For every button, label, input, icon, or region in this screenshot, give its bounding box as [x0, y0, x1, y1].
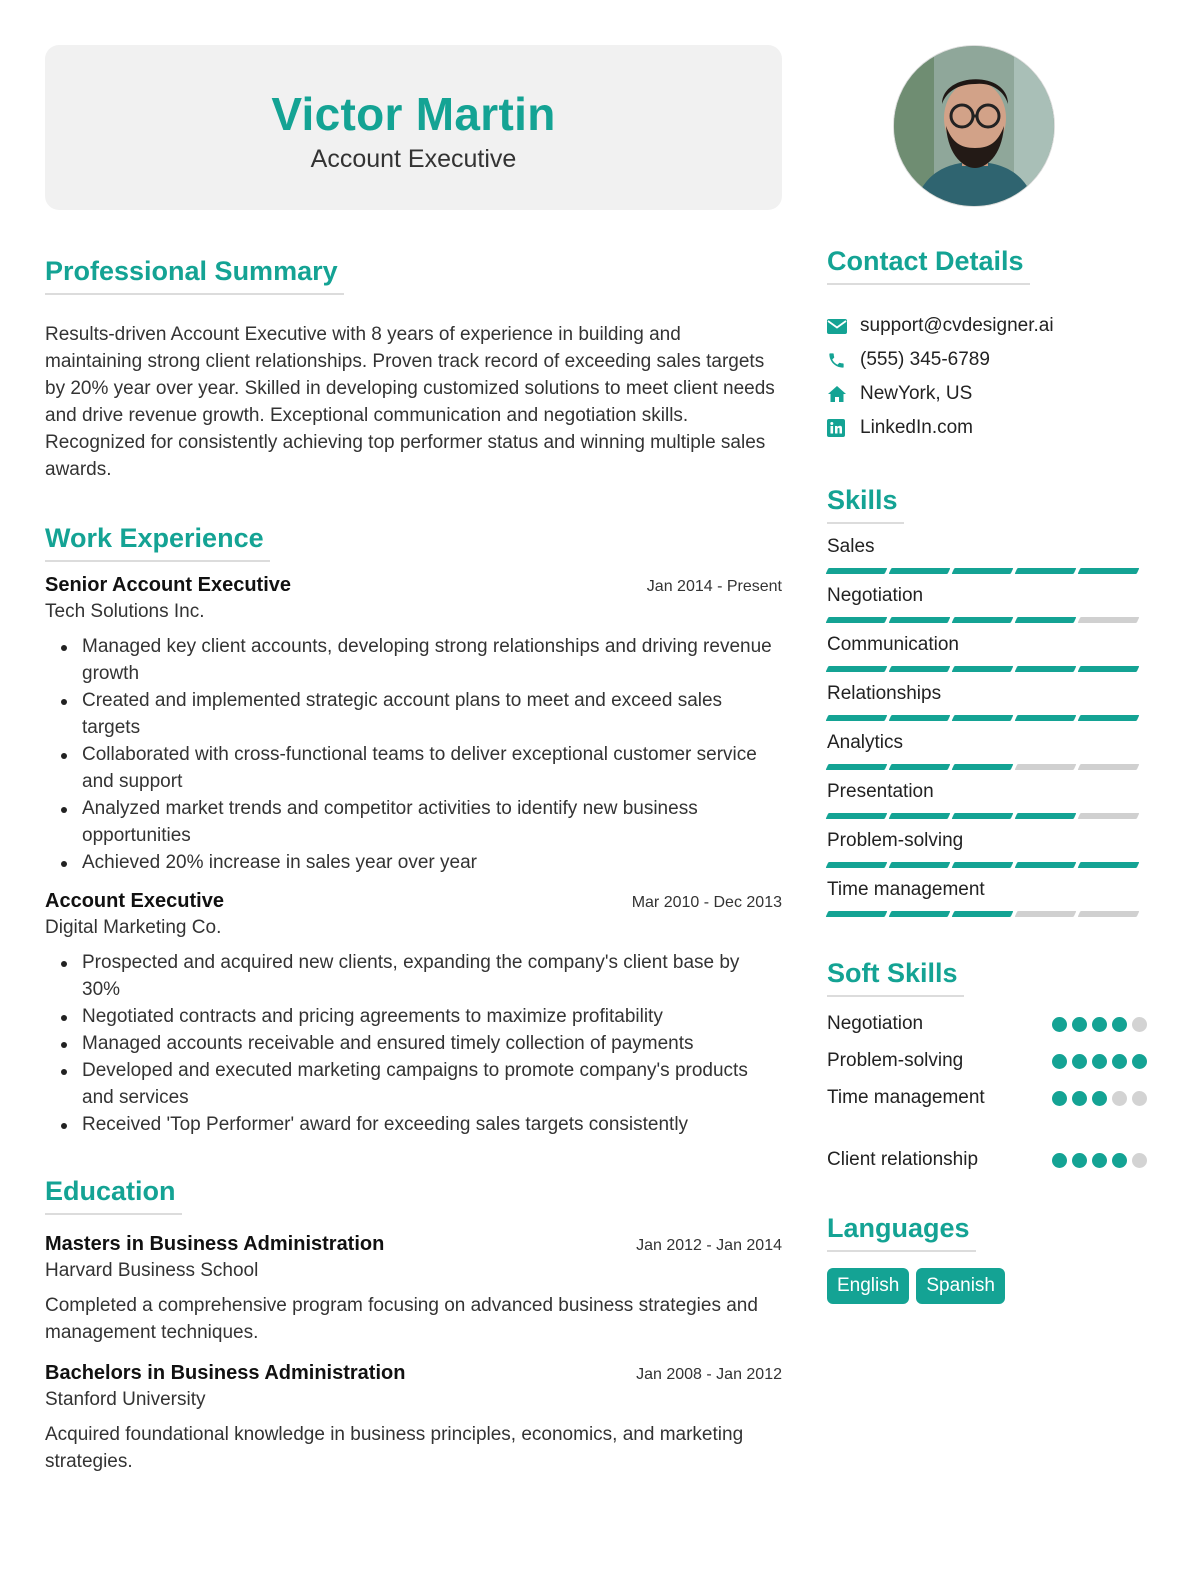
skill-name: Time management — [827, 879, 985, 900]
skill-item — [827, 879, 1147, 928]
skill-level-segment — [889, 911, 951, 917]
job-title: Account Executive — [45, 890, 224, 912]
contact-email[interactable] — [827, 309, 1147, 343]
skill-level-segment — [889, 764, 951, 770]
skill-level-bar — [827, 715, 1147, 721]
skill-level-segment — [826, 813, 888, 819]
rating-dot — [1112, 1091, 1127, 1106]
skill-item — [827, 781, 1147, 830]
skill-level-segment — [1078, 862, 1140, 868]
skill-level-segment — [1015, 617, 1077, 623]
soft-skill-rating — [1052, 1054, 1147, 1069]
envelope-icon — [827, 319, 860, 334]
list-item: Developed and executed marketing campaigns to promote company's products and services — [82, 1057, 782, 1111]
skill-level-segment — [826, 911, 888, 917]
job-bullets — [45, 633, 782, 876]
education-entry — [45, 1233, 782, 1346]
education-entry — [45, 1362, 782, 1475]
list-item: Collaborated with cross-functional teams to deliver exceptional customer service and support — [82, 741, 782, 795]
skill-item — [827, 585, 1147, 634]
skill-level-segment — [889, 862, 951, 868]
contact-linkedin[interactable] — [827, 411, 1147, 445]
list-item: Created and implemented strategic account plans to meet and exceed sales targets — [82, 687, 782, 741]
soft-skill-name: Client relationship — [827, 1149, 979, 1170]
job-date: Jan 2014 - Present — [646, 578, 782, 595]
skill-name: Analytics — [827, 732, 904, 753]
soft-skill-rating — [1052, 1091, 1147, 1106]
skill-level-segment — [1015, 568, 1077, 574]
degree-title: Masters in Business Administration — [45, 1233, 385, 1255]
job-entry — [45, 574, 782, 876]
skill-level-segment — [1078, 715, 1140, 721]
linkedin-text: LinkedIn.com — [860, 417, 974, 438]
skill-level-segment — [952, 617, 1014, 623]
rating-dot — [1092, 1054, 1107, 1069]
soft-skills-heading: Soft Skills — [827, 958, 964, 997]
email-text: support@cvdesigner.ai — [860, 315, 1054, 336]
job-company: Digital Marketing Co. — [45, 917, 222, 938]
list-item: Negotiated contracts and pricing agreements to maximize profitability — [82, 1003, 782, 1030]
skill-item — [827, 830, 1147, 879]
skill-item — [827, 683, 1147, 732]
skill-name: Communication — [827, 634, 959, 655]
skill-level-segment — [952, 568, 1014, 574]
skill-name: Presentation — [827, 781, 934, 802]
list-item: Received 'Top Performer' award for exceeding sales targets consistently — [82, 1111, 782, 1138]
skill-level-segment — [952, 715, 1014, 721]
skill-level-segment — [952, 813, 1014, 819]
skills-heading: Skills — [827, 485, 904, 524]
rating-dot — [1132, 1054, 1147, 1069]
education-date: Jan 2012 - Jan 2014 — [636, 1237, 782, 1254]
contact-list — [827, 309, 1147, 445]
skill-level-segment — [1078, 666, 1140, 672]
skill-level-segment — [1015, 715, 1077, 721]
skill-level-segment — [889, 568, 951, 574]
soft-skill-rating — [1052, 1153, 1147, 1168]
skill-level-segment — [889, 715, 951, 721]
skill-level-bar — [827, 862, 1147, 868]
job-bullets — [45, 949, 782, 1138]
skill-level-segment — [826, 666, 888, 672]
languages-heading: Languages — [827, 1213, 976, 1252]
skill-level-segment — [952, 911, 1014, 917]
rating-dot — [1052, 1054, 1067, 1069]
experience-heading: Work Experience — [45, 523, 270, 562]
soft-skill-name: Time management — [827, 1087, 985, 1108]
skill-level-segment — [1015, 862, 1077, 868]
skill-level-segment — [952, 666, 1014, 672]
rating-dot — [1072, 1054, 1087, 1069]
skill-level-segment — [1078, 568, 1140, 574]
skill-level-segment — [1015, 911, 1077, 917]
skill-level-segment — [1015, 813, 1077, 819]
phone-text: (555) 345-6789 — [860, 349, 990, 370]
soft-skill-item — [827, 1013, 1147, 1035]
list-item: Managed accounts receivable and ensured timely collection of payments — [82, 1030, 782, 1057]
rating-dot — [1112, 1017, 1127, 1032]
education-description: Completed a comprehensive program focusing on advanced business strategies and management techniques. — [45, 1295, 758, 1343]
rating-dot — [1072, 1091, 1087, 1106]
skill-level-segment — [826, 715, 888, 721]
skill-level-segment — [889, 617, 951, 623]
list-item: Prospected and acquired new clients, expanding the company's client base by 30% — [82, 949, 782, 1003]
soft-skill-name: Negotiation — [827, 1013, 924, 1034]
skill-level-bar — [827, 568, 1147, 574]
school-name: Stanford University — [45, 1389, 206, 1410]
skill-item — [827, 732, 1147, 781]
language-badge: Spanish — [916, 1268, 1005, 1304]
profile-photo — [893, 45, 1055, 207]
list-item: Analyzed market trends and competitor activities to identify new business opportunities — [82, 795, 782, 849]
candidate-name: Victor Martin — [271, 88, 556, 140]
rating-dot — [1092, 1017, 1107, 1032]
skill-level-segment — [826, 764, 888, 770]
rating-dot — [1072, 1017, 1087, 1032]
phone-icon — [827, 351, 860, 370]
soft-skill-item — [827, 1149, 1147, 1171]
skill-level-bar — [827, 911, 1147, 917]
rating-dot — [1112, 1054, 1127, 1069]
list-item: Managed key client accounts, developing strong relationships and driving revenue growth — [82, 633, 782, 687]
skill-name: Sales — [827, 536, 875, 557]
rating-dot — [1092, 1153, 1107, 1168]
skill-level-segment — [1078, 617, 1140, 623]
contact-phone[interactable] — [827, 343, 1147, 377]
rating-dot — [1112, 1153, 1127, 1168]
job-company: Tech Solutions Inc. — [45, 601, 205, 622]
skill-level-segment — [952, 764, 1014, 770]
school-name: Harvard Business School — [45, 1260, 259, 1281]
skill-item — [827, 536, 1147, 585]
contact-heading: Contact Details — [827, 246, 1030, 285]
contact-location — [827, 377, 1147, 411]
rating-dot — [1052, 1091, 1067, 1106]
skill-level-segment — [1015, 666, 1077, 672]
skill-level-segment — [826, 617, 888, 623]
skill-level-segment — [889, 813, 951, 819]
list-item: Achieved 20% increase in sales year over year — [82, 849, 782, 876]
skill-item — [827, 634, 1147, 683]
skill-level-segment — [1015, 764, 1077, 770]
soft-skills-list — [827, 1013, 1147, 1171]
soft-skill-rating — [1052, 1017, 1147, 1032]
skill-level-bar — [827, 617, 1147, 623]
language-badge: English — [827, 1268, 909, 1304]
skills-list — [827, 536, 1147, 928]
skill-level-segment — [1078, 813, 1140, 819]
location-text: NewYork, US — [860, 383, 973, 404]
languages-list — [827, 1268, 1147, 1304]
skill-level-segment — [826, 862, 888, 868]
main-column — [45, 256, 782, 1475]
job-entry — [45, 890, 782, 1138]
education-description: Acquired foundational knowledge in business principles, economics, and marketing strategies. — [45, 1424, 744, 1472]
soft-skill-item — [827, 1087, 1147, 1109]
header-card — [45, 45, 782, 210]
rating-dot — [1052, 1017, 1067, 1032]
skill-level-segment — [1078, 911, 1140, 917]
person-portrait-icon — [894, 46, 1055, 207]
rating-dot — [1132, 1153, 1147, 1168]
skill-name: Negotiation — [827, 585, 924, 606]
skill-level-bar — [827, 666, 1147, 672]
job-date: Mar 2010 - Dec 2013 — [631, 894, 782, 911]
job-title: Senior Account Executive — [45, 574, 291, 596]
candidate-role: Account Executive — [310, 145, 517, 173]
rating-dot — [1132, 1017, 1147, 1032]
summary-heading: Professional Summary — [45, 256, 344, 295]
education-date: Jan 2008 - Jan 2012 — [636, 1366, 782, 1383]
summary-text: Results-driven Account Executive with 8 years of experience in building and maintaining strong client relationships. Proven track record of exceeding sales targets by 20% year over year. Skilled in developing customized solutions to meet client needs and drive revenue growth. Exceptional communication and negotiation skills. Recognized for consistently achieving top performer status and winning multiple sales awards. — [45, 324, 775, 480]
skill-name: Problem-solving — [827, 830, 964, 851]
rating-dot — [1052, 1153, 1067, 1168]
home-icon — [827, 385, 860, 403]
soft-skill-name: Problem-solving — [827, 1050, 964, 1071]
skill-level-segment — [889, 666, 951, 672]
skill-level-segment — [952, 862, 1014, 868]
skill-level-segment — [826, 568, 888, 574]
rating-dot — [1092, 1091, 1107, 1106]
soft-skill-item — [827, 1050, 1147, 1072]
skill-level-bar — [827, 764, 1147, 770]
rating-dot — [1132, 1091, 1147, 1106]
skill-level-segment — [1078, 764, 1140, 770]
rating-dot — [1072, 1153, 1087, 1168]
skill-name: Relationships — [827, 683, 942, 704]
education-heading: Education — [45, 1176, 182, 1215]
skill-level-bar — [827, 813, 1147, 819]
degree-title: Bachelors in Business Administration — [45, 1362, 406, 1384]
linkedin-icon — [827, 419, 860, 437]
sidebar-column — [827, 246, 1147, 1304]
